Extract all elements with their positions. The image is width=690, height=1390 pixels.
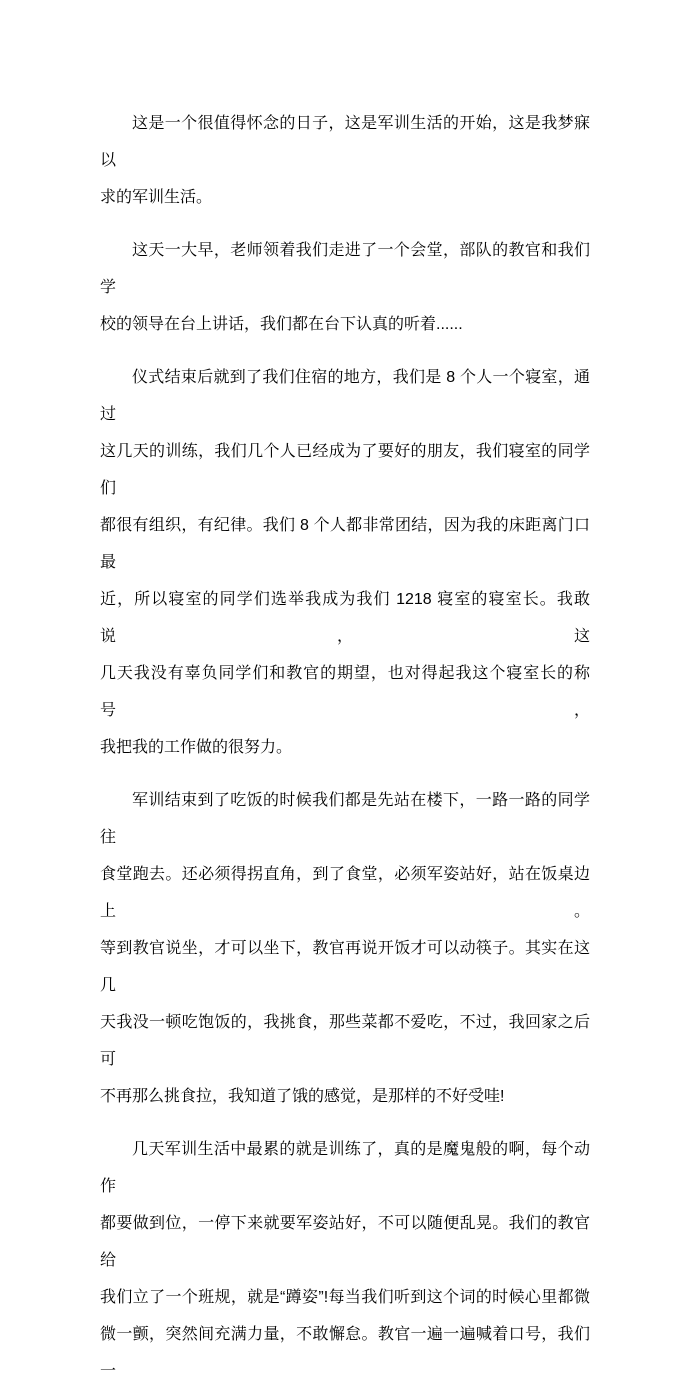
paragraph-5	[100, 1131, 590, 1390]
paragraph-line: 这天一大早，老师领着我们走进了一个会堂，部队的教官和我们学	[100, 242, 590, 296]
paragraph-line: 食堂跑去。还必须得拐直角，到了食堂，必须军姿站好，站在饭桌边上。	[100, 866, 590, 920]
paragraph-3	[100, 359, 590, 766]
paragraph-4	[100, 782, 590, 1115]
paragraph-line: 几天军训生活中最累的就是训练了，真的是魔鬼般的啊，每个动作	[100, 1141, 590, 1195]
paragraph-line: 这几天的训练，我们几个人已经成为了要好的朋友，我们寝室的同学们	[100, 443, 590, 497]
paragraph-line: 天我没一顿吃饱饭的，我挑食，那些菜都不爱吃，不过，我回家之后可	[100, 1014, 590, 1068]
paragraph-line: 我们立了一个班规，就是“蹲姿”!每当我们听到这个词的时候心里都微	[100, 1289, 590, 1306]
paragraph-line: 求的军训生活。	[100, 189, 213, 206]
paragraph-line: 不再那么挑食拉，我知道了饿的感觉，是那样的不好受哇!	[100, 1088, 505, 1105]
paragraph-line: 都很有组织，有纪律。我们 8 个人都非常团结，因为我的床距离门口最	[100, 517, 590, 571]
paragraph-line: 几天我没有辜负同学们和教官的期望，也对得起我这个寝室长的称号，	[100, 665, 590, 719]
paragraph-2	[100, 232, 590, 343]
paragraph-line: 微一颤，突然间充满力量，不敢懈怠。教官一遍一遍喊着口号，我们一	[100, 1326, 590, 1380]
paragraph-line: 我把我的工作做的很努力。	[100, 739, 293, 756]
paragraph-1	[100, 105, 590, 216]
paragraph-line: 等到教官说坐，才可以坐下，教官再说开饭才可以动筷子。其实在这几	[100, 940, 590, 994]
paragraph-line: 仪式结束后就到了我们住宿的地方，我们是 8 个人一个寝室，通过	[100, 369, 590, 423]
paragraph-line: 校的领导在台上讲话，我们都在台下认真的听着......	[100, 316, 463, 333]
paragraph-line: 这是一个很值得怀念的日子，这是军训生活的开始，这是我梦寐以	[100, 115, 590, 169]
paragraph-line: 近，所以寝室的同学们选举我成为我们 1218 寝室的寝室长。我敢说，这	[100, 591, 590, 645]
paragraph-line: 军训结束到了吃饭的时候我们都是先站在楼下，一路一路的同学往	[100, 792, 590, 846]
paragraph-line: 都要做到位，一停下来就要军姿站好，不可以随便乱晃。我们的教官给	[100, 1215, 590, 1269]
